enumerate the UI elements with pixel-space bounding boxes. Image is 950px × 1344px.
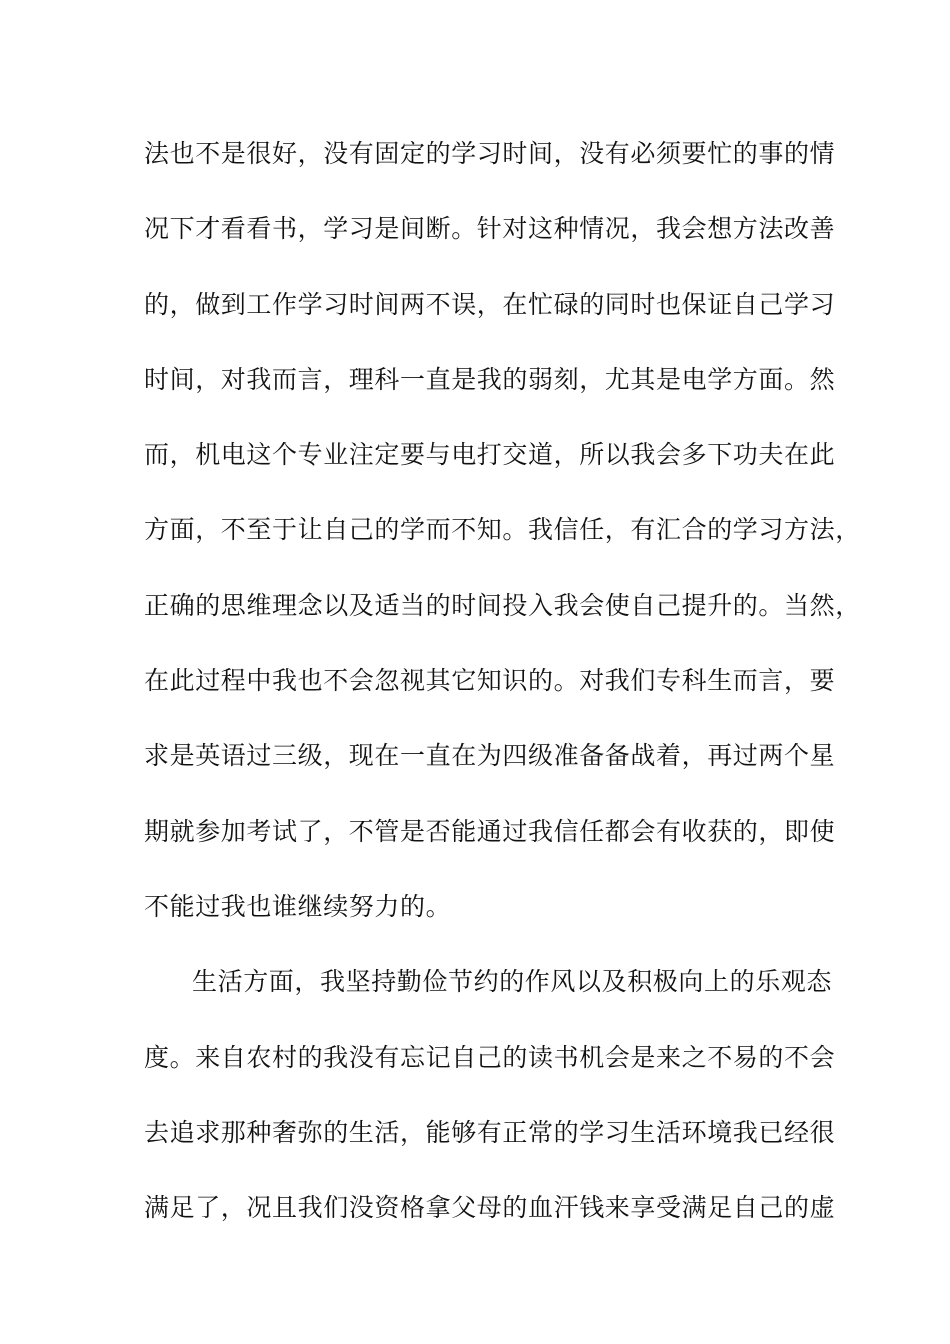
text-line: 在此过程中我也不会忽视其它知识的。对我们专科生而言，要 [144, 666, 836, 696]
text-line: 法也不是很好，没有固定的学习时间，没有必须要忙的事的情 [144, 139, 836, 168]
body-text [144, 132, 861, 1261]
text-line: 满足了，况且我们没资格拿父母的血汗钱来享受满足自己的虚 [144, 1193, 836, 1223]
text-line: 去追求那种奢弥的生活，能够有正常的学习生活环境我已经很 [144, 1117, 836, 1147]
paragraph-first-line: 生活方面，我坚持勤俭节约的作风以及积极向上的乐观态 [192, 967, 833, 997]
text-line: 的，做到工作学习时间两不误，在忙碌的同时也保证自己学习 [144, 289, 836, 319]
text-line: 求是英语过三级，现在一直在为四级准备备战着，再过两个星 [144, 741, 836, 771]
text-line: 方面，不至于让自己的学而不知。我信任，有汇合的学习方法， [144, 515, 861, 545]
text-line: 正确的思维理念以及适当的时间投入我会使自己提升的。当然， [144, 590, 861, 620]
text-line: 况下才看看书，学习是间断。针对这种情况，我会想方法改善 [144, 214, 836, 244]
text-line: 而，机电这个专业注定要与电打交道，所以我会多下功夫在此 [144, 440, 836, 470]
text-line: 度。来自农村的我没有忘记自己的读书机会是来之不易的不会 [144, 1042, 836, 1072]
text-line: 时间，对我而言，理科一直是我的弱刻，尤其是电学方面。然 [144, 364, 836, 394]
text-line: 不能过我也谁继续努力的。 [144, 891, 452, 921]
text-line: 期就参加考试了，不管是否能通过我信任都会有收获的，即使 [144, 816, 836, 846]
